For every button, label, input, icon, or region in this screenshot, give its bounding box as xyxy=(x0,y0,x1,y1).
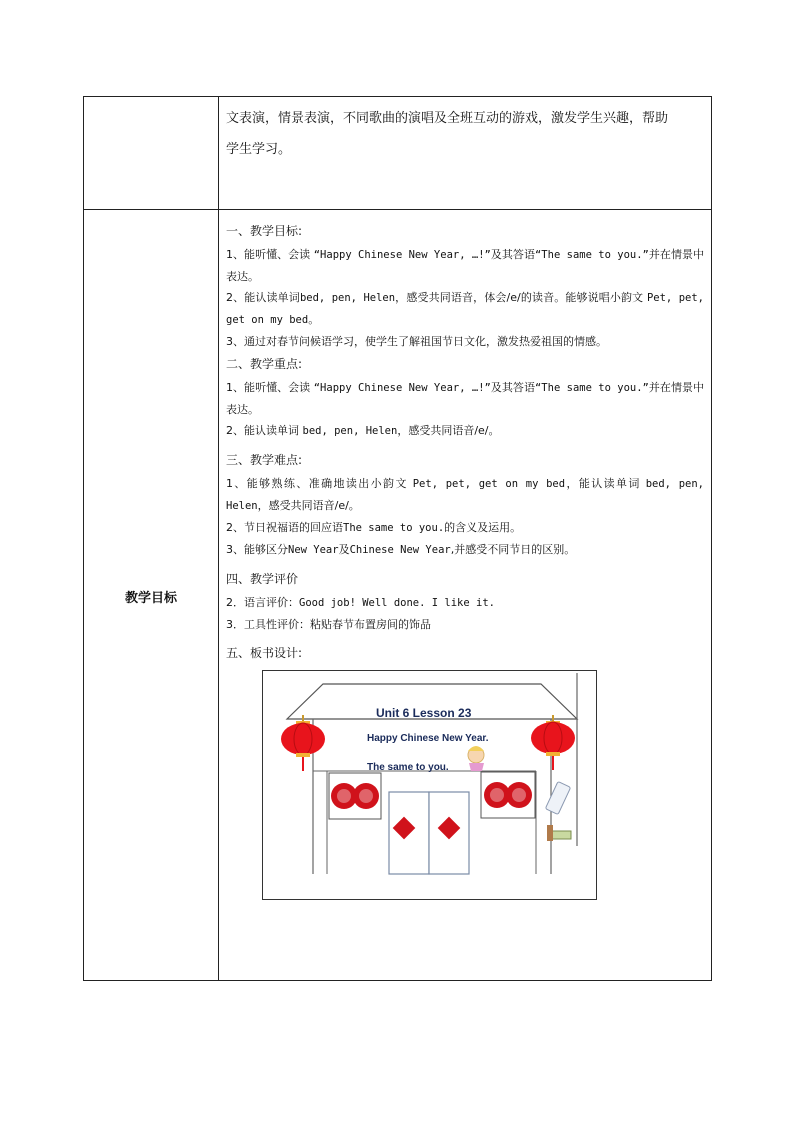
text-en: Pet, pet, get on my bed xyxy=(412,478,566,490)
text: 2、节日祝福语的回应语 xyxy=(226,521,343,534)
lantern-left-icon xyxy=(281,715,325,771)
text: 并在情景中表达。 xyxy=(226,248,704,283)
bed-icon xyxy=(547,825,571,841)
text: 及其答语 xyxy=(490,248,535,261)
text-en: Chinese New Year xyxy=(349,544,451,556)
text: 1、能听懂、会读 xyxy=(226,381,314,394)
difficulty-item xyxy=(226,517,704,539)
section-title: 二、教学重点: xyxy=(226,357,303,371)
text: ,并感受不同节日的区别。 xyxy=(450,543,576,556)
paragraph-line: 文表演，情景表演，不同歌曲的演唱及全班互动的游戏，激发学生兴趣，帮助 xyxy=(226,111,669,126)
text: 并在情景中表达。 xyxy=(226,381,704,416)
evaluation-item xyxy=(226,592,704,614)
difficulty-item xyxy=(226,539,704,561)
text: ，感受共同语音/e/。 xyxy=(397,424,500,437)
text: 。 xyxy=(308,313,320,326)
row-label: 教学目标 xyxy=(84,210,219,980)
lantern-right-icon xyxy=(531,715,575,770)
board-title: Unit 6 Lesson 23 xyxy=(376,706,472,720)
row-content xyxy=(219,97,711,209)
difficulty-item xyxy=(226,473,704,517)
row-content xyxy=(219,210,711,980)
text-en: bed, pen, Helen xyxy=(226,478,704,512)
text-en: New Year xyxy=(288,544,339,556)
focus-item xyxy=(226,420,704,442)
row-label-empty xyxy=(84,97,219,209)
objective-item xyxy=(226,287,704,331)
text-en: “Happy Chinese New Year, …!” xyxy=(313,382,491,394)
inner-wall xyxy=(313,771,327,874)
text: 2．语言评价： xyxy=(226,596,299,609)
text: 2、能认读单词 xyxy=(226,424,303,437)
table-row xyxy=(84,97,711,210)
section-title: 五、板书设计: xyxy=(226,646,303,660)
section-title: 四、教学评价 xyxy=(226,572,299,586)
text: ，感受共同语音/e/。 xyxy=(257,499,360,512)
text-en: “The same to you.” xyxy=(534,249,649,261)
text: ，能认读单词 xyxy=(565,477,646,490)
text: 及 xyxy=(338,543,350,556)
blackboard-design-image xyxy=(262,670,597,900)
lesson-plan-table xyxy=(83,96,712,981)
text: 3、能够区分 xyxy=(226,543,288,556)
text-en: bed, pen, Helen xyxy=(299,292,396,304)
text: 的含义及运用。 xyxy=(444,521,522,534)
evaluation-item: 3．工具性评价：粘贴春节布置房间的饰品 xyxy=(226,618,431,631)
text: 1、能听懂、会读 xyxy=(226,248,314,261)
girl-figure-icon xyxy=(468,746,484,771)
text-en: The same to you. xyxy=(343,522,445,534)
text-en: “The same to you.” xyxy=(534,382,649,394)
objective-item xyxy=(226,244,704,287)
table-row xyxy=(84,210,711,980)
section-title: 一、教学目标: xyxy=(226,224,303,238)
text-en: Pet, pet, get on my bed xyxy=(226,292,704,326)
pen-icon xyxy=(545,781,570,814)
text-en: “Happy Chinese New Year, …!” xyxy=(313,249,491,261)
text: 及其答语 xyxy=(490,381,535,394)
text-en: Good job! Well done. I like it. xyxy=(299,597,495,609)
board-greeting: Happy Chinese New Year. xyxy=(367,733,489,744)
text: 2、能认读单词 xyxy=(226,291,300,304)
board-reply: The same to you. xyxy=(367,762,449,773)
text: ，感受共同语音，体会/e/的读音。能够说唱小韵文 xyxy=(395,291,647,304)
text: 1、能够熟练、准确地读出小韵文 xyxy=(226,477,413,490)
focus-item xyxy=(226,377,704,420)
text-en: bed, pen, Helen xyxy=(302,425,398,437)
objective-item: 3、通过对春节问候语学习，使学生了解祖国节日文化，激发热爱祖国的情感。 xyxy=(226,335,607,348)
section-title: 三、教学难点: xyxy=(226,453,303,467)
paragraph-line: 学生学习。 xyxy=(226,142,292,157)
